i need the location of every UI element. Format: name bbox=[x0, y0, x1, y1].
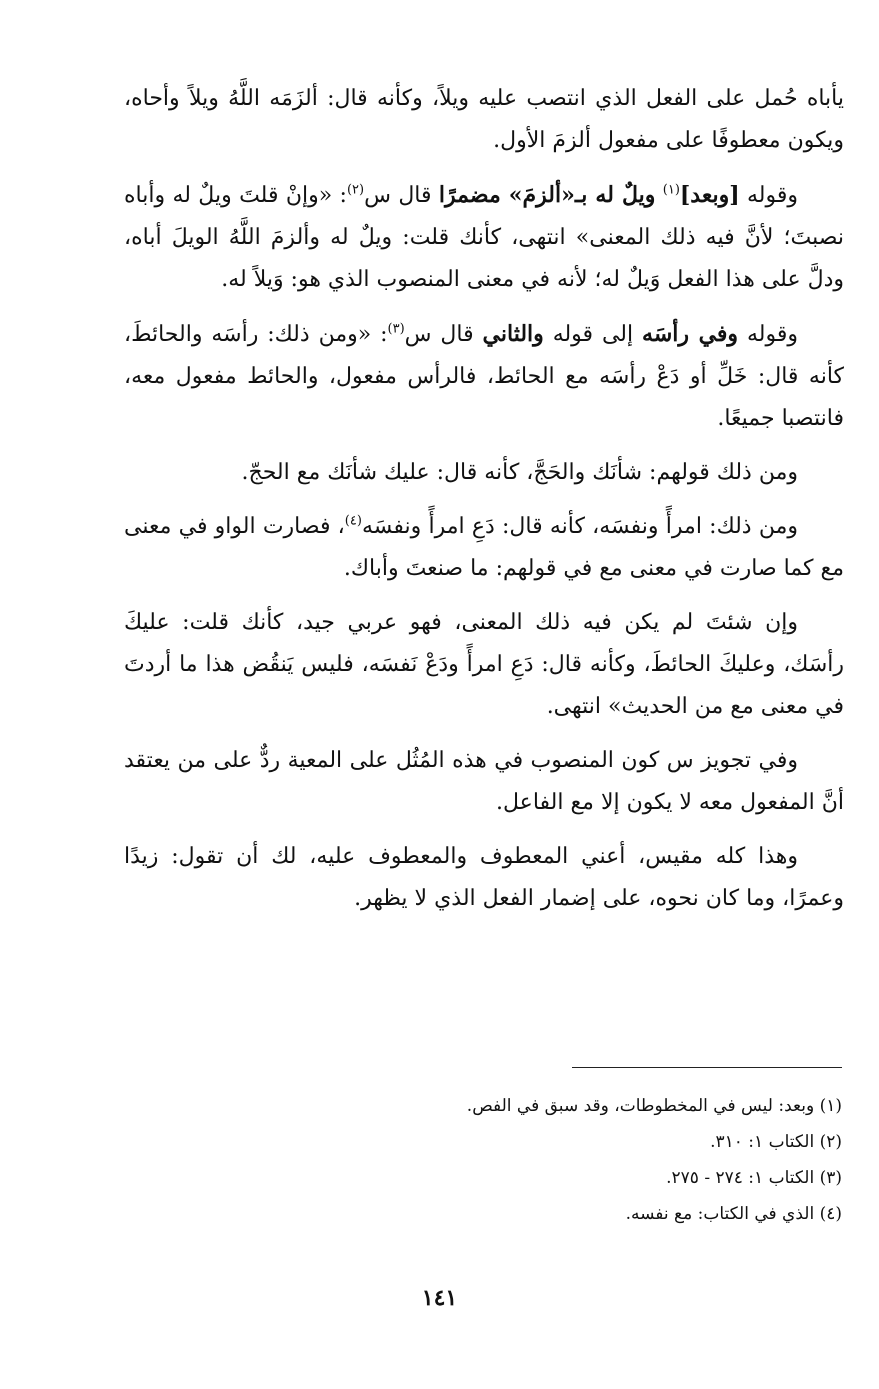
paragraph-2-mid: قال س bbox=[364, 183, 432, 208]
paragraph-1-text: يأباه حُمل على الفعل الذي انتصب عليه ويلاً، وكأنه قال: ألزَمَه اللَّهُ ويلاً وأحاه، ويكون معطوفًا على مفعول ألزمَ الأول. bbox=[124, 86, 844, 153]
paragraph-3-open: وقوله bbox=[746, 322, 798, 347]
footnote-ref-1: (١) bbox=[662, 182, 680, 198]
paragraph-3-bold-1: وفي رأسَه bbox=[642, 321, 739, 347]
footnote-1: (١) وبعد: ليس في المخطوطات، وقد سبق في الفص. bbox=[466, 1096, 842, 1116]
paragraph-7-text: وفي تجويز س كون المنصوب في هذه المُثُل على المعية ردٌّ على من يعتقد أنَّ المفعول معه لا يكون إلا مع الفاعل. bbox=[124, 748, 844, 815]
paragraph-5-rest: ، فصارت الواو في معنى مع كما صارت في معنى مع في قولهم: ما صنعتَ وأباك. bbox=[124, 514, 844, 581]
paragraph-3 bbox=[124, 313, 844, 440]
footnote-4: (٤) الذي في الكتاب: مع نفسه. bbox=[625, 1204, 842, 1224]
paragraph-5 bbox=[124, 506, 844, 590]
paragraph-7 bbox=[124, 740, 844, 824]
paragraph-2 bbox=[124, 174, 844, 301]
footnotes-list bbox=[124, 1088, 842, 1232]
footnote-ref-2: (٢) bbox=[346, 182, 365, 198]
paragraph-2-bold-2: ويلٌ له بـ«ألزمَ» مضمرًا bbox=[438, 182, 656, 208]
paragraph-2-rest: : «وإنْ قلتَ ويلٌ له وأباه نصبتَ؛ لأنَّ فيه ذلك المعنى» انتهى، كأنك قلت: ويلٌ له وألزمَ اللَّهُ الويلَ أباه، ودلَّ على هذا الفعل وَيلٌ له؛ لأنه في معنى المنصوب الذي هو: وَيلاً له. bbox=[124, 183, 844, 292]
paragraph-5-start: ومن ذلك: امرأً ونفسَه، كأنه قال: دَعِ امرأً ونفسَه bbox=[361, 514, 798, 539]
footnote-ref-3: (٣) bbox=[387, 321, 405, 337]
paragraph-8 bbox=[124, 836, 844, 920]
page-body bbox=[124, 78, 844, 932]
footnote-3: (٣) الكتاب ١: ٢٧٤ - ٢٧٥. bbox=[666, 1168, 842, 1188]
paragraph-2-bold-1: [وبعد] bbox=[679, 182, 740, 208]
paragraph-3-bold-2: والثاني bbox=[482, 321, 544, 347]
paragraph-6 bbox=[124, 602, 844, 728]
footnote-2: (٢) الكتاب ١: ٣١٠. bbox=[710, 1132, 842, 1152]
paragraph-2-open: وقوله bbox=[747, 183, 799, 208]
paragraph-1 bbox=[124, 78, 844, 162]
footnote-ref-4: (٤) bbox=[344, 513, 362, 529]
page-number: ١٤١ bbox=[421, 1285, 458, 1311]
footnote-divider bbox=[572, 1067, 842, 1068]
paragraph-3-mid-2: قال س bbox=[404, 322, 474, 347]
paragraph-3-mid-1: إلى قوله bbox=[552, 322, 634, 347]
paragraph-4 bbox=[124, 452, 844, 494]
paragraph-3-rest: : «ومن ذلك: رأسَه والحائطَ، كأنه قال: خَلِّ أو دَعْ رأسَه مع الحائط، فالرأس مفعول، والحائط مفعول معه، فانتصبا جميعًا. bbox=[124, 322, 844, 431]
paragraph-4-text: ومن ذلك قولهم: شأنَك والحَجَّ، كأنه قال: عليك شأنَك مع الحجّ. bbox=[241, 460, 798, 485]
paragraph-8-text: وهذا كله مقيس، أعني المعطوف والمعطوف عليه، لك أن تقول: زيدًا وعمرًا، وما كان نحوه، على إضمار الفعل الذي لا يظهر. bbox=[124, 844, 844, 911]
paragraph-6-text: وإن شئتَ لم يكن فيه ذلك المعنى، فهو عربي جيد، كأنك قلت: عليكَ رأسَك، وعليكَ الحائطَ، وكأنه قال: دَعِ امرأً ودَعْ نَفسَه، فليس يَنقُض هذا ما أردتَ في معنى مع من الحديث» انتهى. bbox=[124, 610, 844, 719]
